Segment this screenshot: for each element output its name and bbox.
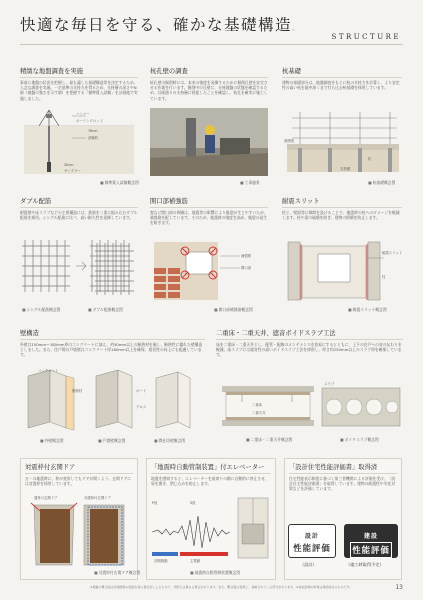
card-body: 住宅性能表示制度に基づく第三者機関による評価を受け、「設計住宅性能評価書」を取得しています。建物の耐震性や劣化対策などを評価しています。 bbox=[289, 476, 396, 492]
caption-elevator: ■ 地震時自動管制装置概念図 bbox=[190, 570, 240, 576]
label-double-ceiling: 二重天井 bbox=[252, 411, 266, 415]
caption-partition-wall: ■ 間仕切壁概念図 bbox=[154, 438, 185, 444]
card-title: 「地震時自動管制装置」付エレベーター bbox=[151, 462, 271, 474]
label-column: 柱 bbox=[382, 275, 386, 279]
card-body: 柱と、壁面等に隙間を設けることで、地震時の柱へのダメージを軽減します。柱や梁の破壊を防ぎ、建物の倒壊を防止します。 bbox=[282, 210, 400, 221]
construction-badge-caption: （竣工時取得予定） bbox=[346, 562, 384, 567]
label-30cm: 30cm bbox=[64, 163, 74, 167]
caption-double-rebar: ■ ダブル配筋概念図 bbox=[88, 307, 123, 313]
label-opening: 開口部 bbox=[241, 266, 252, 270]
label-pile: 杭 bbox=[368, 157, 372, 161]
label-cloth: クロス bbox=[136, 405, 147, 409]
soil-diagram bbox=[24, 108, 134, 174]
card-title: 耐震スリット bbox=[282, 196, 402, 208]
design-performance-badge bbox=[288, 524, 336, 558]
card-body: 事前に地盤の状況を把握し、最も適した基礎構造等を決定するため、入念な調査を実施。一定基準の支持力を得るため、支持層の深さやN値（地盤の強さを示す値）を把握する「標準貫入試験」を計画地で実施しました。 bbox=[20, 80, 138, 101]
card-body: 床を二重床・二重天井とし、配管・配線のメンテナンスを容易にするとともに、上下の住戸への音の伝わりを軽減。床スラブには遮音性の高いボイドスラブ工法を採用し、厚さ約250mm以上のスラブ厚を確保しています。 bbox=[216, 342, 402, 358]
card-body: 地震を感知すると、エレベーターを最寄りの階に自動的に停止させ、扉を開き、閉じ込めを防止します。 bbox=[151, 476, 269, 487]
card-title: 「設計住宅性能評価書」取得済 bbox=[289, 462, 397, 474]
label-normal-door: 通常の玄関ドア bbox=[34, 496, 58, 500]
construction-performance-badge bbox=[344, 524, 398, 558]
double-rebar-diagram bbox=[20, 232, 138, 304]
label-bearing-layer: 支持層 bbox=[340, 167, 351, 171]
footer-disclaimer: ※掲載の概念図は計画段階の図面を基に描き起こしたもので、実際とは異なる場合があります。また、概念図は表現上、省略されている部分があります。※性能評価の取得は建設時点のものです。 bbox=[90, 585, 353, 589]
card-body: 窓など開口部の四隅は、地震等の影響により亀裂が生じやすいため、補強筋を配しています。そのため、地震時の強度を高め、亀裂の発生を防ぎます。 bbox=[150, 210, 268, 226]
caption-seismic-slit: ■ 耐震スリット概念図 bbox=[348, 307, 387, 313]
caption-opening-rebar: ■ 開口部補強筋概念図 bbox=[214, 307, 253, 313]
pile-survey-photo bbox=[150, 108, 268, 176]
card-body: 杭孔壁の掘削時には、本来の強度を発揮するために掘削孔壁を安定させる作業を行います。掘削中の孔壁に、支持地盤の状態を確認するため、計画通りの支持層に到達したことを確認し、杭孔を確実に施工しています。 bbox=[150, 80, 268, 101]
double-floor-diagram bbox=[222, 380, 402, 432]
card-body: 耐震壁や床スラブなどの主要構造には、鉄筋を二重に組み込むダブル配筋を採用。シングル配筋に比べ、高い耐久性を発揮しています。 bbox=[20, 210, 138, 221]
page-title: 快適な毎日を守る、確かな基礎構造。 bbox=[20, 16, 301, 34]
caption-pile-survey: ■ 工事風景 bbox=[240, 180, 260, 186]
wall-diagram bbox=[20, 364, 205, 434]
caption-single-rebar: ■ シングル配筋概念図 bbox=[22, 307, 60, 313]
design-badge-caption: （設計） bbox=[300, 562, 317, 567]
caption-void-slab: ■ ボイドスラブ概念図 bbox=[340, 437, 379, 443]
caption-soil: ■ 標準貫入試験概念図 bbox=[100, 180, 139, 186]
card-body: 外壁は150mm～180mm厚のコンクリートに加え、約50mm以上の断熱材を施し、断熱性に優れた壁構造としました。また、住戸間の戸境壁はコンクリート厚180mm以上を確保、遮音性の向上にも配慮しています。 bbox=[20, 342, 203, 358]
badge-top-label: 設計 bbox=[304, 533, 319, 540]
badge-main-label: 性能評価 bbox=[293, 543, 331, 553]
label-reinforcement: 補強筋 bbox=[241, 254, 252, 258]
pile-foundation-diagram bbox=[282, 104, 402, 176]
label-seismic-door: 対震枠付玄関ドア bbox=[84, 496, 112, 500]
label-s-wave: S波 bbox=[190, 501, 196, 505]
label-p-wave: P波 bbox=[152, 501, 158, 505]
card-title: 杭孔壁の調査 bbox=[150, 66, 268, 78]
caption-pile-foundation: ■ 杭基礎概念図 bbox=[368, 180, 395, 186]
label-hammer: ハンマー bbox=[76, 112, 90, 116]
card-title: 壁構造 bbox=[20, 328, 205, 340]
label-rod: ボーリングロッド bbox=[76, 119, 103, 123]
card-title: 開口部補強筋 bbox=[150, 196, 268, 208]
caption-party-wall: ■ 戸境壁概念図 bbox=[98, 438, 125, 444]
caption-door-frame: ■ 対震枠付玄関ドア概念図 bbox=[94, 570, 140, 576]
card-title: 精緻な地盤調査を実施 bbox=[20, 66, 138, 78]
card-title: 対震枠付玄関ドア bbox=[25, 462, 133, 474]
elevator-diagram bbox=[150, 496, 272, 566]
card-body: 建物の基礎部分は、地盤調査をもとに杭の支持力を計算し、より安定性の高い杭を地中深くまで打ち込む杭基礎を採用しています。 bbox=[282, 80, 400, 91]
card-title: 杭基礎 bbox=[282, 66, 402, 78]
label-slab: スラブ bbox=[324, 382, 335, 386]
seismic-slit-diagram bbox=[288, 238, 403, 304]
label-76cm: 76cm bbox=[88, 129, 98, 133]
door-frame-diagram bbox=[28, 493, 132, 567]
badge-top-label: 建設 bbox=[363, 533, 378, 540]
header-divider bbox=[20, 44, 403, 45]
page-number: 13 bbox=[395, 584, 403, 591]
badge-main-label: 性能評価 bbox=[350, 542, 392, 558]
label-sampler: サンプラー bbox=[64, 169, 81, 173]
caption-double-floor: ■ 二重床・二重天井概念図 bbox=[246, 437, 292, 443]
label-insulation: 断熱材 bbox=[72, 389, 83, 393]
label-slit: 耐震スリット bbox=[382, 251, 403, 255]
section-label: STRUCTURE bbox=[331, 33, 401, 41]
opening-rebar-diagram bbox=[150, 238, 268, 304]
label-initial-tremor: 初期微動 bbox=[154, 559, 168, 563]
caption-exterior-wall: ■ 外壁概念図 bbox=[40, 438, 64, 444]
label-double-floor: 二重床 bbox=[252, 403, 263, 407]
card-title: ダブル配筋 bbox=[20, 196, 138, 208]
label-board: ボード bbox=[136, 389, 147, 393]
label-main-tremor: 主要動 bbox=[190, 559, 201, 563]
label-concrete: コンクリート bbox=[38, 369, 59, 373]
label-foundation-beam: 基礎梁 bbox=[284, 139, 295, 143]
label-test-pile: 試験杭 bbox=[88, 136, 99, 140]
card-title: 二重床・二重天井、遮音ボイドスラブ工法 bbox=[216, 328, 403, 340]
card-body: 万一の地震時に、枠が変形してもドアが開くよう、玄関ドアには対震枠を採用しています。 bbox=[25, 476, 132, 487]
